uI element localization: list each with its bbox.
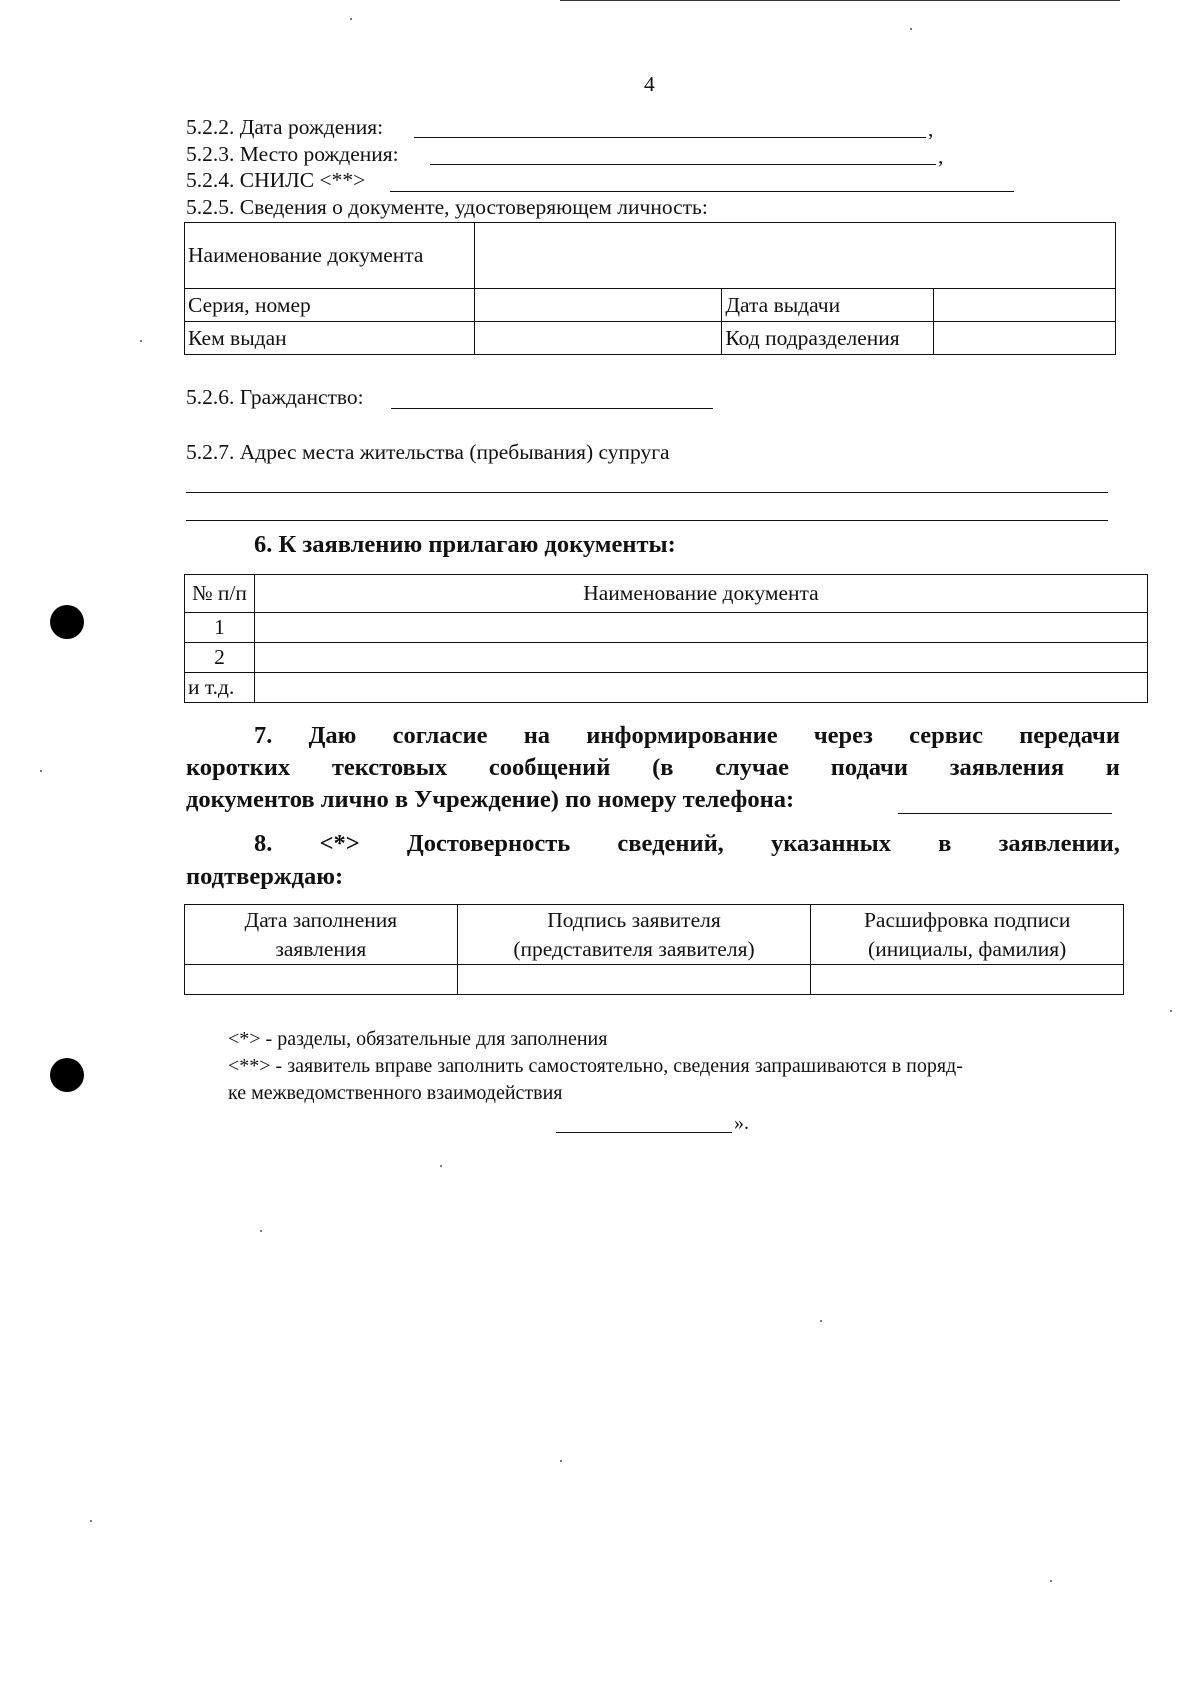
address-label: 5.2.7. Адрес места жительства (пребывания) супруга bbox=[186, 440, 670, 464]
fill-date-header-line-1: Дата заполнения bbox=[244, 907, 398, 932]
consent-word: согласие bbox=[392, 722, 488, 749]
attachments-table bbox=[184, 574, 1148, 703]
fill-date-value[interactable] bbox=[185, 965, 458, 995]
fill-date-header-line-2: заявления bbox=[275, 936, 367, 961]
closing-blank-line bbox=[556, 1132, 732, 1133]
scan-speck bbox=[820, 1320, 822, 1322]
citizenship-field[interactable] bbox=[391, 408, 713, 409]
consent-word: сообщений bbox=[488, 754, 611, 781]
attachment-row-number: 2 bbox=[185, 643, 255, 673]
top-border-line bbox=[560, 0, 1120, 1]
id-document-table bbox=[184, 222, 1116, 355]
confirm-word: Достоверность bbox=[406, 830, 571, 857]
birth-date-field[interactable] bbox=[414, 137, 926, 138]
attachments-heading: 6. К заявлению прилагаю документы: bbox=[254, 531, 676, 558]
snils-field[interactable] bbox=[390, 191, 1014, 192]
consent-word: случае bbox=[715, 754, 789, 781]
consent-word: Даю bbox=[308, 722, 357, 749]
attachment-row-name[interactable] bbox=[254, 643, 1147, 673]
footnote-optional-line-2: ке межведомственного взаимодействия bbox=[228, 1082, 563, 1104]
signature-header-line-1: Подпись заявителя bbox=[547, 907, 721, 932]
phone-number-field[interactable] bbox=[898, 813, 1112, 814]
address-field-line-1[interactable] bbox=[186, 492, 1108, 493]
attachment-row-number: и т.д. bbox=[185, 673, 255, 703]
scan-speck bbox=[910, 28, 912, 30]
punch-hole-top bbox=[50, 605, 84, 639]
confirm-word: сведений, bbox=[617, 830, 724, 857]
scan-speck bbox=[90, 1520, 92, 1522]
consent-word: 7. bbox=[254, 722, 273, 749]
birth-place-comma: , bbox=[938, 144, 944, 168]
signature-header-line-2: (представителя заявителя) bbox=[513, 936, 755, 961]
division-code-value[interactable] bbox=[934, 322, 1116, 355]
birth-date-comma: , bbox=[928, 117, 934, 141]
consent-word: на bbox=[523, 722, 551, 749]
scan-speck bbox=[560, 1460, 562, 1462]
scan-speck bbox=[440, 1165, 442, 1167]
signature-decoding-header bbox=[811, 905, 1124, 965]
doc-name-label: Наименование документа bbox=[185, 223, 475, 289]
signature-table bbox=[184, 904, 1124, 995]
birth-place-label: 5.2.3. Место рождения: bbox=[186, 142, 399, 166]
attachments-col-name: Наименование документа bbox=[254, 575, 1147, 613]
consent-word: информирование bbox=[586, 722, 778, 749]
scan-speck bbox=[1170, 1010, 1172, 1012]
signature-header bbox=[457, 905, 811, 965]
issued-by-label: Кем выдан bbox=[185, 322, 475, 355]
fill-date-header bbox=[185, 905, 458, 965]
consent-word: передачи bbox=[1019, 722, 1120, 749]
consent-word: текстовых bbox=[331, 754, 448, 781]
birth-date-label: 5.2.2. Дата рождения: bbox=[186, 115, 384, 139]
consent-word: и bbox=[1105, 754, 1120, 781]
consent-word: заявления bbox=[949, 754, 1065, 781]
consent-line-3: документов лично в Учреждение) по номеру телефона: bbox=[186, 786, 795, 813]
issue-date-label: Дата выдачи bbox=[722, 289, 934, 322]
page-number: 4 bbox=[644, 72, 655, 96]
doc-name-value[interactable] bbox=[474, 223, 1115, 289]
closing-quote: ». bbox=[734, 1112, 749, 1134]
scan-speck bbox=[350, 18, 352, 20]
confirm-word: в bbox=[938, 830, 952, 857]
confirm-word: указанных bbox=[771, 830, 891, 857]
attachment-row-name[interactable] bbox=[254, 613, 1147, 643]
signature-decoding-header-line-2: (инициалы, фамилия) bbox=[868, 936, 1067, 961]
address-field-line-2[interactable] bbox=[186, 520, 1108, 521]
series-number-label: Серия, номер bbox=[185, 289, 475, 322]
series-number-value[interactable] bbox=[474, 289, 722, 322]
issue-date-value[interactable] bbox=[934, 289, 1116, 322]
footnote-required: <*> - разделы, обязательные для заполнения bbox=[228, 1028, 608, 1050]
confirm-line-1 bbox=[186, 830, 1120, 858]
footnote-optional-line-1: <**> - заявитель вправе заполнить самостоятельно, сведения запрашиваются в поряд- bbox=[228, 1055, 963, 1077]
signature-decoding-header-line-1: Расшифровка подписи bbox=[863, 907, 1071, 932]
consent-word: сервис bbox=[909, 722, 983, 749]
attachment-row-number: 1 bbox=[185, 613, 255, 643]
confirm-word: 8. bbox=[254, 830, 273, 857]
attachments-col-number: № п/п bbox=[185, 575, 255, 613]
snils-label: 5.2.4. СНИЛС <**> bbox=[186, 168, 366, 192]
consent-word: через bbox=[813, 722, 873, 749]
scan-speck bbox=[40, 770, 42, 772]
id-document-label: 5.2.5. Сведения о документе, удостоверяющем личность: bbox=[186, 195, 708, 219]
confirm-line-2: подтверждаю: bbox=[186, 863, 344, 890]
scan-speck bbox=[260, 1230, 262, 1232]
consent-word: (в bbox=[652, 754, 674, 781]
confirm-word: заявлении, bbox=[998, 830, 1120, 857]
division-code-label: Код подразделения bbox=[722, 322, 934, 355]
punch-hole-bottom bbox=[50, 1058, 84, 1092]
consent-line-2 bbox=[186, 754, 1120, 782]
scan-speck bbox=[140, 340, 142, 342]
consent-line-1 bbox=[186, 722, 1120, 750]
attachment-row-name[interactable] bbox=[254, 673, 1147, 703]
consent-word: подачи bbox=[830, 754, 908, 781]
birth-place-field[interactable] bbox=[430, 164, 936, 165]
scan-speck bbox=[1050, 1580, 1052, 1582]
signature-decoding-value[interactable] bbox=[811, 965, 1124, 995]
consent-word: коротких bbox=[186, 754, 291, 781]
citizenship-label: 5.2.6. Гражданство: bbox=[186, 385, 364, 409]
confirm-word: <*> bbox=[319, 830, 360, 857]
issued-by-value[interactable] bbox=[474, 322, 722, 355]
signature-value[interactable] bbox=[457, 965, 811, 995]
